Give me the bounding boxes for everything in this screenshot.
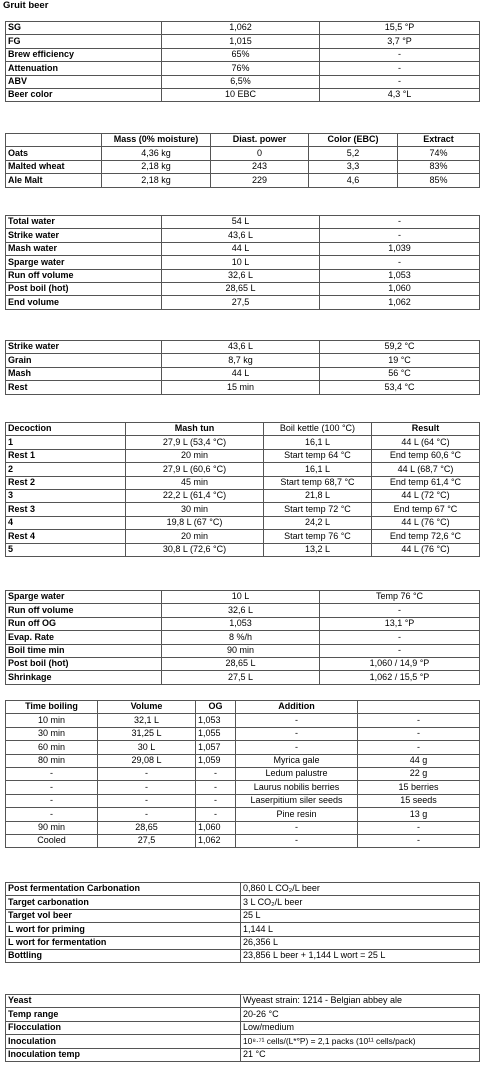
row-label: Oats bbox=[6, 147, 102, 160]
boil-kettle-cell: Start temp 76 °C bbox=[264, 530, 372, 543]
table-row bbox=[6, 436, 480, 449]
row-label: L wort for fermentation bbox=[6, 936, 241, 949]
table-row bbox=[6, 463, 480, 476]
boil-kettle-cell: 16,1 L bbox=[264, 436, 372, 449]
time-cell: - bbox=[6, 794, 98, 807]
table-row bbox=[6, 489, 480, 502]
table-row bbox=[6, 62, 480, 75]
table-row bbox=[6, 341, 480, 354]
row-label: Bottling bbox=[6, 949, 241, 962]
row-value-secondary: 1,060 / 14,9 °P bbox=[320, 657, 480, 670]
time-cell: - bbox=[6, 781, 98, 794]
row-value: 0,860 L CO₂/L beer bbox=[241, 883, 480, 896]
row-value: 65% bbox=[162, 48, 320, 61]
table-row bbox=[6, 35, 480, 48]
mash-tun-cell: 30,8 L (72,6 °C) bbox=[126, 543, 264, 556]
mash-tun-cell: 27,9 L (53,4 °C) bbox=[126, 436, 264, 449]
table-row bbox=[6, 657, 480, 670]
volume-cell: 29,08 L bbox=[98, 754, 196, 767]
mass-cell: 4,36 kg bbox=[102, 147, 211, 160]
table-row bbox=[6, 949, 480, 962]
mash-tun-cell: 22,2 L (61,4 °C) bbox=[126, 489, 264, 502]
amount-cell: 15 berries bbox=[358, 781, 480, 794]
row-label: Ale Malt bbox=[6, 174, 102, 187]
column-header: Addition bbox=[236, 701, 358, 714]
row-value: 8 %/h bbox=[162, 631, 320, 644]
amount-cell: - bbox=[358, 741, 480, 754]
addition-cell: Pine resin bbox=[236, 808, 358, 821]
result-cell: 44 L (64 °C) bbox=[372, 436, 480, 449]
row-value-secondary: 1,062 bbox=[320, 296, 480, 309]
diastatic-power-cell: 243 bbox=[211, 160, 309, 173]
column-header: Volume bbox=[98, 701, 196, 714]
row-value: 21 °C bbox=[241, 1048, 480, 1061]
row-value-secondary: 1,053 bbox=[320, 269, 480, 282]
extract-cell: 85% bbox=[398, 174, 480, 187]
table-row bbox=[6, 354, 480, 367]
row-value-secondary: 3,7 °P bbox=[320, 35, 480, 48]
row-label: Malted wheat bbox=[6, 160, 102, 173]
boil-kettle-cell: 16,1 L bbox=[264, 463, 372, 476]
boil-kettle-cell: Start temp 68,7 °C bbox=[264, 476, 372, 489]
row-label: Inoculation temp bbox=[6, 1048, 241, 1061]
amount-cell: 44 g bbox=[358, 754, 480, 767]
row-value: 28,65 L bbox=[162, 282, 320, 295]
extract-cell: 74% bbox=[398, 147, 480, 160]
row-label: Brew efficiency bbox=[6, 48, 162, 61]
table-row bbox=[6, 727, 480, 740]
row-label: Post fermentation Carbonation bbox=[6, 883, 241, 896]
sparge-boil-table bbox=[5, 590, 480, 685]
time-cell: 80 min bbox=[6, 754, 98, 767]
row-value: 28,65 L bbox=[162, 657, 320, 670]
water-volumes-table bbox=[5, 215, 480, 310]
row-label: 5 bbox=[6, 543, 126, 556]
row-label: End volume bbox=[6, 296, 162, 309]
row-value: 8,7 kg bbox=[162, 354, 320, 367]
result-cell: 44 L (76 °C) bbox=[372, 543, 480, 556]
row-label: Shrinkage bbox=[6, 671, 162, 684]
addition-cell: - bbox=[236, 727, 358, 740]
row-value: 15 min bbox=[162, 381, 320, 394]
row-value-secondary: Temp 76 °C bbox=[320, 591, 480, 604]
column-header: Decoction bbox=[6, 423, 126, 436]
table-header-row bbox=[6, 701, 480, 714]
og-cell: 1,059 bbox=[196, 754, 236, 767]
row-value: 32,6 L bbox=[162, 269, 320, 282]
time-cell: Cooled bbox=[6, 834, 98, 847]
row-value: 43,6 L bbox=[162, 341, 320, 354]
table-row bbox=[6, 449, 480, 462]
row-label: Strike water bbox=[6, 341, 162, 354]
row-label: Mash water bbox=[6, 242, 162, 255]
row-value-secondary: - bbox=[320, 604, 480, 617]
table-row bbox=[6, 75, 480, 88]
row-label: Beer color bbox=[6, 88, 162, 101]
addition-cell: Laurus nobilis berries bbox=[236, 781, 358, 794]
table-row bbox=[6, 174, 480, 187]
row-value: 27,5 bbox=[162, 296, 320, 309]
table-row bbox=[6, 604, 480, 617]
table-row bbox=[6, 476, 480, 489]
table-row bbox=[6, 48, 480, 61]
table-row bbox=[6, 834, 480, 847]
time-cell: 10 min bbox=[6, 714, 98, 727]
table-row bbox=[6, 503, 480, 516]
mash-tun-cell: 20 min bbox=[126, 449, 264, 462]
row-label: 1 bbox=[6, 436, 126, 449]
row-label: Yeast bbox=[6, 995, 241, 1008]
row-value-secondary: - bbox=[320, 256, 480, 269]
boil-kettle-cell: 21,8 L bbox=[264, 489, 372, 502]
table-row bbox=[6, 591, 480, 604]
boil-additions-table bbox=[5, 700, 480, 848]
row-value: 27,5 L bbox=[162, 671, 320, 684]
result-cell: End temp 67 °C bbox=[372, 503, 480, 516]
table-row bbox=[6, 936, 480, 949]
row-value: 10 L bbox=[162, 591, 320, 604]
table-row bbox=[6, 1035, 480, 1048]
row-label: Rest 4 bbox=[6, 530, 126, 543]
boil-kettle-cell: Start temp 64 °C bbox=[264, 449, 372, 462]
row-value: 44 L bbox=[162, 242, 320, 255]
volume-cell: - bbox=[98, 781, 196, 794]
column-header: Boil kettle (100 °C) bbox=[264, 423, 372, 436]
table-row bbox=[6, 714, 480, 727]
row-label: Target carbonation bbox=[6, 896, 241, 909]
row-label: 4 bbox=[6, 516, 126, 529]
row-value-secondary: 1,060 bbox=[320, 282, 480, 295]
column-header bbox=[358, 701, 480, 714]
table-row bbox=[6, 282, 480, 295]
amount-cell: 22 g bbox=[358, 767, 480, 780]
table-row bbox=[6, 229, 480, 242]
row-value-secondary: - bbox=[320, 631, 480, 644]
row-label: Temp range bbox=[6, 1008, 241, 1021]
mass-cell: 2,18 kg bbox=[102, 160, 211, 173]
row-label: Evap. Rate bbox=[6, 631, 162, 644]
time-cell: 60 min bbox=[6, 741, 98, 754]
row-label: Run off volume bbox=[6, 604, 162, 617]
table-row bbox=[6, 242, 480, 255]
addition-cell: - bbox=[236, 834, 358, 847]
table-row bbox=[6, 754, 480, 767]
row-value: 32,6 L bbox=[162, 604, 320, 617]
table-row bbox=[6, 381, 480, 394]
row-value: 54 L bbox=[162, 216, 320, 229]
row-label: Sparge water bbox=[6, 591, 162, 604]
row-value: 1,144 L bbox=[241, 923, 480, 936]
grain-bill-table bbox=[5, 133, 480, 188]
amount-cell: 13 g bbox=[358, 808, 480, 821]
column-header: Time boiling bbox=[6, 701, 98, 714]
row-value: 26,356 L bbox=[241, 936, 480, 949]
column-header: Mash tun bbox=[126, 423, 264, 436]
row-value: 1,015 bbox=[162, 35, 320, 48]
volume-cell: 30 L bbox=[98, 741, 196, 754]
table-row bbox=[6, 896, 480, 909]
column-header: Extract bbox=[398, 134, 480, 147]
result-cell: End temp 72,6 °C bbox=[372, 530, 480, 543]
row-label: Total water bbox=[6, 216, 162, 229]
table-row bbox=[6, 296, 480, 309]
row-value-secondary: 1,039 bbox=[320, 242, 480, 255]
og-cell: - bbox=[196, 808, 236, 821]
table-row bbox=[6, 631, 480, 644]
result-cell: End temp 60,6 °C bbox=[372, 449, 480, 462]
column-header: Mass (0% moisture) bbox=[102, 134, 211, 147]
addition-cell: Laserpitium siler seeds bbox=[236, 794, 358, 807]
row-value-secondary: 59,2 °C bbox=[320, 341, 480, 354]
table-row bbox=[6, 741, 480, 754]
table-row bbox=[6, 995, 480, 1008]
addition-cell: Ledum palustre bbox=[236, 767, 358, 780]
addition-cell: - bbox=[236, 714, 358, 727]
volume-cell: - bbox=[98, 794, 196, 807]
table-row bbox=[6, 808, 480, 821]
row-value: 44 L bbox=[162, 367, 320, 380]
amount-cell: - bbox=[358, 821, 480, 834]
row-value-secondary: - bbox=[320, 62, 480, 75]
row-label: Rest 2 bbox=[6, 476, 126, 489]
table-row bbox=[6, 923, 480, 936]
row-label: FG bbox=[6, 35, 162, 48]
row-label: Sparge water bbox=[6, 256, 162, 269]
table-row bbox=[6, 269, 480, 282]
row-value-secondary: 53,4 °C bbox=[320, 381, 480, 394]
boil-kettle-cell: 13,2 L bbox=[264, 543, 372, 556]
table-row bbox=[6, 617, 480, 630]
extract-cell: 83% bbox=[398, 160, 480, 173]
mash-tun-cell: 27,9 L (60,6 °C) bbox=[126, 463, 264, 476]
gravity-summary-table bbox=[5, 21, 480, 102]
table-row bbox=[6, 160, 480, 173]
row-value: 25 L bbox=[241, 909, 480, 922]
table-row bbox=[6, 216, 480, 229]
og-cell: 1,060 bbox=[196, 821, 236, 834]
column-header: OG bbox=[196, 701, 236, 714]
og-cell: 1,053 bbox=[196, 714, 236, 727]
table-row bbox=[6, 909, 480, 922]
diastatic-power-cell: 0 bbox=[211, 147, 309, 160]
row-value: 10 EBC bbox=[162, 88, 320, 101]
row-label: Mash bbox=[6, 367, 162, 380]
table-row bbox=[6, 22, 480, 35]
result-cell: 44 L (68,7 °C) bbox=[372, 463, 480, 476]
row-value: 20-26 °C bbox=[241, 1008, 480, 1021]
row-value: 10 L bbox=[162, 256, 320, 269]
result-cell: 44 L (72 °C) bbox=[372, 489, 480, 502]
table-row bbox=[6, 1021, 480, 1034]
row-value-secondary: 4,3 °L bbox=[320, 88, 480, 101]
addition-cell: Myrica gale bbox=[236, 754, 358, 767]
row-label: Post boil (hot) bbox=[6, 282, 162, 295]
row-value: 6,5% bbox=[162, 75, 320, 88]
og-cell: 1,057 bbox=[196, 741, 236, 754]
table-row bbox=[6, 543, 480, 556]
column-header: Result bbox=[372, 423, 480, 436]
row-value: 10⁸·⁷¹ cells/(L*°P) = 2,1 packs (10¹¹ cells/pack) bbox=[241, 1035, 480, 1048]
row-label: Rest bbox=[6, 381, 162, 394]
row-label: Target vol beer bbox=[6, 909, 241, 922]
volume-cell: - bbox=[98, 767, 196, 780]
volume-cell: 32,1 L bbox=[98, 714, 196, 727]
result-cell: 44 L (76 °C) bbox=[372, 516, 480, 529]
row-label: Post boil (hot) bbox=[6, 657, 162, 670]
boil-kettle-cell: Start temp 72 °C bbox=[264, 503, 372, 516]
row-value-secondary: 56 °C bbox=[320, 367, 480, 380]
table-row bbox=[6, 256, 480, 269]
row-label: SG bbox=[6, 22, 162, 35]
row-value-secondary: - bbox=[320, 216, 480, 229]
row-label: 2 bbox=[6, 463, 126, 476]
row-value: 43,6 L bbox=[162, 229, 320, 242]
table-row bbox=[6, 1048, 480, 1061]
table-row bbox=[6, 781, 480, 794]
og-cell: - bbox=[196, 767, 236, 780]
row-label: Run off volume bbox=[6, 269, 162, 282]
og-cell: 1,055 bbox=[196, 727, 236, 740]
table-row bbox=[6, 644, 480, 657]
yeast-table bbox=[5, 994, 480, 1062]
row-value-secondary: - bbox=[320, 229, 480, 242]
row-label: 3 bbox=[6, 489, 126, 502]
row-label: Attenuation bbox=[6, 62, 162, 75]
volume-cell: - bbox=[98, 808, 196, 821]
row-value: 76% bbox=[162, 62, 320, 75]
time-cell: 90 min bbox=[6, 821, 98, 834]
row-value: 23,856 L beer + 1,144 L wort = 25 L bbox=[241, 949, 480, 962]
result-cell: End temp 61,4 °C bbox=[372, 476, 480, 489]
column-header: Diast. power bbox=[211, 134, 309, 147]
table-row bbox=[6, 767, 480, 780]
row-value: 1,062 bbox=[162, 22, 320, 35]
row-label: Run off OG bbox=[6, 617, 162, 630]
color-cell: 4,6 bbox=[309, 174, 398, 187]
addition-cell: - bbox=[236, 821, 358, 834]
mash-tun-cell: 45 min bbox=[126, 476, 264, 489]
row-value: Wyeast strain: 1214 - Belgian abbey ale bbox=[241, 995, 480, 1008]
row-value: 3 L CO₂/L beer bbox=[241, 896, 480, 909]
row-value-secondary: - bbox=[320, 75, 480, 88]
og-cell: - bbox=[196, 781, 236, 794]
mash-tun-cell: 19,8 L (67 °C) bbox=[126, 516, 264, 529]
table-row bbox=[6, 147, 480, 160]
document-title: Gruit beer bbox=[3, 0, 49, 11]
boil-kettle-cell: 24,2 L bbox=[264, 516, 372, 529]
row-label: Strike water bbox=[6, 229, 162, 242]
table-header-row bbox=[6, 134, 480, 147]
mash-tun-cell: 20 min bbox=[126, 530, 264, 543]
row-value-secondary: - bbox=[320, 644, 480, 657]
row-value-secondary: 19 °C bbox=[320, 354, 480, 367]
row-label: Grain bbox=[6, 354, 162, 367]
table-row bbox=[6, 530, 480, 543]
volume-cell: 27,5 bbox=[98, 834, 196, 847]
og-cell: - bbox=[196, 794, 236, 807]
column-header: Color (EBC) bbox=[309, 134, 398, 147]
time-cell: 30 min bbox=[6, 727, 98, 740]
row-value-secondary: 15,5 °P bbox=[320, 22, 480, 35]
mash-in-table bbox=[5, 340, 480, 395]
volume-cell: 31,25 L bbox=[98, 727, 196, 740]
table-header-row bbox=[6, 423, 480, 436]
color-cell: 5,2 bbox=[309, 147, 398, 160]
time-cell: - bbox=[6, 767, 98, 780]
row-label: Rest 1 bbox=[6, 449, 126, 462]
color-cell: 3,3 bbox=[309, 160, 398, 173]
table-row bbox=[6, 883, 480, 896]
carbonation-table bbox=[5, 882, 480, 963]
volume-cell: 28,65 bbox=[98, 821, 196, 834]
row-label: Rest 3 bbox=[6, 503, 126, 516]
amount-cell: 15 seeds bbox=[358, 794, 480, 807]
amount-cell: - bbox=[358, 714, 480, 727]
table-row bbox=[6, 88, 480, 101]
row-value-secondary: 1,062 / 15,5 °P bbox=[320, 671, 480, 684]
row-label: Boil time min bbox=[6, 644, 162, 657]
row-label: Inoculation bbox=[6, 1035, 241, 1048]
og-cell: 1,062 bbox=[196, 834, 236, 847]
mass-cell: 2,18 kg bbox=[102, 174, 211, 187]
row-label: L wort for priming bbox=[6, 923, 241, 936]
amount-cell: - bbox=[358, 834, 480, 847]
row-label: ABV bbox=[6, 75, 162, 88]
table-row bbox=[6, 821, 480, 834]
addition-cell: - bbox=[236, 741, 358, 754]
row-value: Low/medium bbox=[241, 1021, 480, 1034]
table-row bbox=[6, 367, 480, 380]
row-label: Flocculation bbox=[6, 1021, 241, 1034]
table-row bbox=[6, 671, 480, 684]
diastatic-power-cell: 229 bbox=[211, 174, 309, 187]
decoction-table bbox=[5, 422, 480, 557]
row-value-secondary: 13,1 °P bbox=[320, 617, 480, 630]
table-row bbox=[6, 516, 480, 529]
table-row bbox=[6, 794, 480, 807]
mash-tun-cell: 30 min bbox=[126, 503, 264, 516]
row-value: 90 min bbox=[162, 644, 320, 657]
column-header bbox=[6, 134, 102, 147]
row-value: 1,053 bbox=[162, 617, 320, 630]
table-row bbox=[6, 1008, 480, 1021]
time-cell: - bbox=[6, 808, 98, 821]
row-value-secondary: - bbox=[320, 48, 480, 61]
amount-cell: - bbox=[358, 727, 480, 740]
